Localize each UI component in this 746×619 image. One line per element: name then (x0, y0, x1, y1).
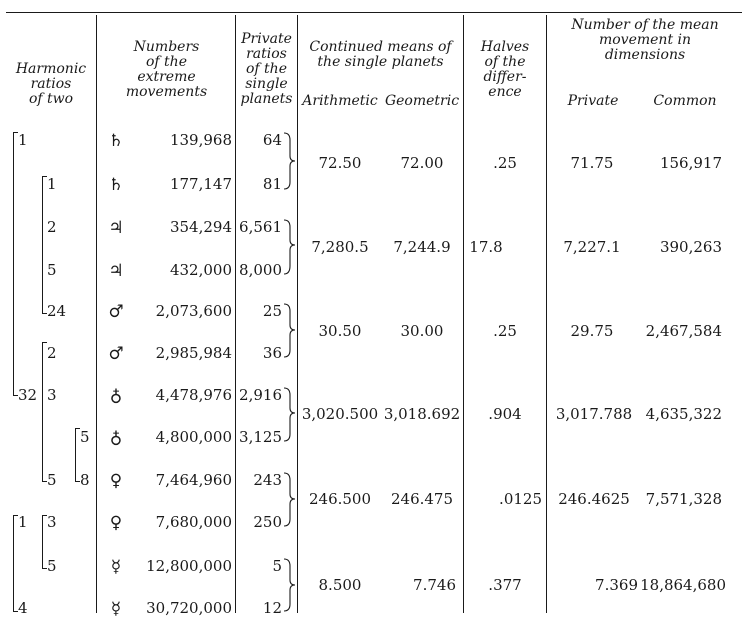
harmonic-ratio: 1 (18, 513, 28, 531)
header-common-sub: Common (653, 93, 717, 109)
mars-symbol: ♂ (108, 302, 124, 322)
harmonic-ratio: 3 (47, 386, 57, 404)
geometric-mean: 7.746 (413, 576, 456, 594)
pair-brace (284, 220, 295, 274)
private-ratio: 243 (253, 471, 282, 489)
mean-private: 29.75 (570, 322, 614, 340)
mercury-symbol: ☿ (110, 599, 122, 619)
mean-common: 18,864,680 (640, 576, 726, 594)
geometric-mean: 7,244.9 (393, 238, 451, 256)
header-geometric: Geometric (384, 93, 460, 109)
extreme-movement: 12,800,000 (146, 557, 232, 575)
extreme-movement: 4,478,976 (155, 386, 232, 404)
extreme-movement: 7,464,960 (155, 471, 232, 489)
private-ratio: 8,000 (239, 261, 282, 279)
harmonic-ratio: 1 (18, 131, 28, 149)
harmonic-ratio: 4 (18, 599, 28, 617)
harmonic-ratio: 24 (47, 302, 67, 320)
saturn-symbol: ♄ (108, 175, 124, 195)
harmonic-ratio: 32 (18, 386, 38, 404)
arithmetic-mean: 246.500 (308, 490, 372, 508)
pair-brace (284, 473, 295, 526)
extreme-movement: 7,680,000 (155, 513, 232, 531)
extreme-movement: 354,294 (169, 218, 232, 236)
harmonic-ratio: 2 (47, 218, 57, 236)
header-extreme-movements: Numbers of the extreme movements (125, 39, 208, 100)
half-difference: 17.8 (469, 238, 503, 256)
mercury-symbol: ☿ (110, 557, 122, 577)
pair-brace (284, 388, 295, 441)
extreme-movement: 139,968 (169, 131, 232, 149)
extreme-movement: 2,073,600 (155, 302, 232, 320)
header-private-sub: Private (567, 93, 619, 109)
geometric-mean: 3,018.692 (383, 405, 461, 423)
venus-symbol: ♀ (109, 471, 123, 491)
private-ratio: 36 (262, 344, 282, 362)
extreme-movement: 432,000 (169, 261, 232, 279)
half-difference: .25 (493, 154, 517, 172)
mean-common: 4,635,322 (645, 405, 722, 423)
arithmetic-mean: 3,020.500 (301, 405, 379, 423)
venus-symbol: ♀ (109, 513, 123, 533)
header-arithmetic: Arithmetic (302, 93, 378, 109)
header-private-ratios: Private ratios of the single planets (240, 31, 293, 107)
pair-brace (284, 559, 295, 611)
jupiter-symbol: ♃ (108, 218, 124, 238)
mars-symbol: ♂ (108, 344, 124, 364)
harmonic-ratio: 5 (80, 428, 90, 446)
mean-private: 3,017.788 (555, 405, 633, 423)
half-difference: .904 (488, 405, 522, 423)
harmonic-ratio: 5 (47, 261, 57, 279)
extreme-movement: 4,800,000 (155, 428, 232, 446)
header-continued-means: Continued means of the single planets (309, 39, 452, 70)
extreme-movement: 2,985,984 (155, 344, 232, 362)
private-ratio: 64 (262, 131, 282, 149)
mean-private: 71.75 (570, 154, 614, 172)
private-ratio: 2,916 (239, 386, 282, 404)
harmonic-ratio: 2 (47, 344, 57, 362)
mean-common: 2,467,584 (645, 322, 722, 340)
mean-private: 246.4625 (558, 490, 630, 508)
harmonic-ratio: 1 (47, 175, 57, 193)
half-difference: .0125 (499, 490, 542, 508)
arithmetic-mean: 72.50 (318, 154, 362, 172)
header-mean-movement: Number of the mean movement in dimensions (571, 17, 719, 63)
harmonic-ratio: 5 (47, 557, 57, 575)
geometric-mean: 246.475 (390, 490, 454, 508)
private-ratio: 6,561 (239, 218, 282, 236)
arithmetic-mean: 8.500 (318, 576, 362, 594)
mean-common: 7,571,328 (645, 490, 722, 508)
half-difference: .25 (493, 322, 517, 340)
header-halves-difference: Halves of the differ- ence (480, 39, 530, 100)
pair-brace (284, 304, 295, 357)
extreme-movement: 177,147 (169, 175, 232, 193)
header-harmonic-ratios: Harmonic ratios of two (15, 61, 87, 107)
earth-symbol: ♁ (109, 386, 123, 406)
private-ratio: 250 (253, 513, 282, 531)
private-ratio: 12 (262, 599, 282, 617)
harmonic-ratio: 5 (47, 471, 57, 489)
earth-symbol: ♁ (109, 428, 123, 448)
private-ratio: 81 (262, 175, 282, 193)
geometric-mean: 72.00 (400, 154, 444, 172)
private-ratio: 3,125 (239, 428, 282, 446)
jupiter-symbol: ♃ (108, 261, 124, 281)
private-ratio: 25 (262, 302, 282, 320)
mean-private: 7,227.1 (563, 238, 621, 256)
mean-common: 390,263 (659, 238, 722, 256)
mean-private: 7.369 (595, 576, 638, 594)
extreme-movement: 30,720,000 (146, 599, 232, 617)
private-ratio: 5 (272, 557, 282, 575)
arithmetic-mean: 30.50 (318, 322, 362, 340)
geometric-mean: 30.00 (400, 322, 444, 340)
mean-common: 156,917 (659, 154, 722, 172)
saturn-symbol: ♄ (108, 131, 124, 151)
pair-brace (284, 133, 295, 189)
half-difference: .377 (488, 576, 522, 594)
arithmetic-mean: 7,280.5 (311, 238, 369, 256)
harmonic-ratio: 8 (80, 471, 90, 489)
harmonic-ratio: 3 (47, 513, 57, 531)
